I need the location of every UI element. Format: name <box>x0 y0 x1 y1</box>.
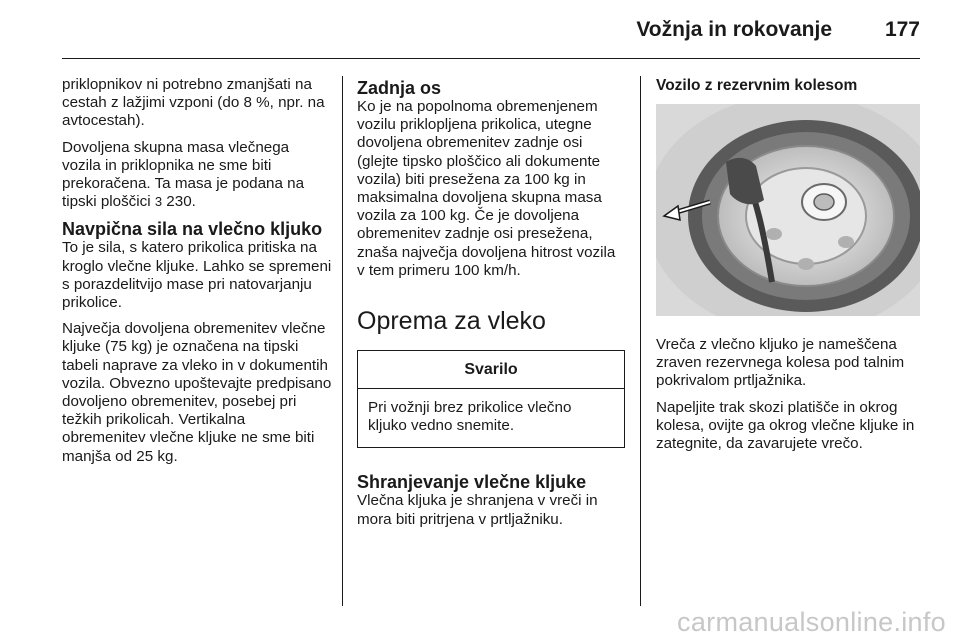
paragraph: Vlečna kljuka je shranjena v vreči in mora biti pritrjena v prtljažniku. <box>357 492 598 528</box>
paragraph: To je sila, s katero prikolica pritiska na kroglo vlečne kljuke. Lahko se spremeni s porazdelitvijo mase pri natovarjanju prikolice. <box>62 239 332 312</box>
page-number: 177 <box>884 18 920 41</box>
column-divider <box>640 76 641 606</box>
column-middle <box>357 76 625 537</box>
warning-title: Svarilo <box>358 351 624 389</box>
paragraph: Napeljite trak skozi platišče in okrog kolesa, ovijte ga okrog vlečne kljuke in zategnite, da zavarujete vrečo. <box>656 398 915 453</box>
heading-tongue-load: Navpična sila na vlečno kljuko <box>62 219 323 240</box>
paragraph: Ko je na popolnoma obremenjenem vozilu priklopljena prikolica, utegne dovoljena obremenitev zadnje osi (glejte tipsko ploščico ali dokumente vozila) biti presežena za 100 kg in maksimalna dovoljena skupna masa vozila za 100 kg. Če je dovoljena obremenitev zadnje osi presežena, znaša največja dovoljena hitrost vozila v tem primeru 100 km/h. <box>357 98 616 279</box>
paragraph: Največja dovoljena obremenitev vlečne kljuke (75 kg) je označena na tipski tabeli naprave za vleko in v dokumentih vozila. Obvezno upoštevajte predpisano dovoljeno obremenitev, posebej pri težkih prikolicah. Vertikalna obremenitev vlečne kljuke ne sme biti manjša od 25 kg. <box>62 320 332 465</box>
watermark: carmanualsonline.info <box>677 607 946 637</box>
chapter-title: Vožnja in rokovanje <box>636 18 832 41</box>
heading-rear-axle: Zadnja os <box>357 78 442 98</box>
page-reference[interactable]: 230. <box>162 193 196 211</box>
heading-storage: Shranjevanje vlečne kljuke <box>357 472 587 493</box>
column-left <box>62 76 332 474</box>
page-header <box>62 14 920 48</box>
column-divider <box>342 76 343 606</box>
heading-spare-wheel: Vozilo z rezervnim kolesom <box>656 77 858 94</box>
header-rule <box>62 58 920 59</box>
paragraph-text: Dovoljena skupna masa vlečnega vozila in priklopnika ne sme biti prekoračena. Ta masa je podana na tipski ploščici <box>62 138 305 211</box>
paragraph: priklopnikov ni potrebno zmanjšati na cestah z lažjimi vzponi (do 8 %, npr. na avtocestah). <box>62 76 325 130</box>
spare-wheel-illustration <box>656 104 920 316</box>
paragraph <box>62 139 332 212</box>
warning-text: Pri vožnji brez prikolice vlečno kljuko vedno snemite. <box>368 399 572 435</box>
column-right <box>656 76 922 461</box>
page-reference-icon[interactable]: 3 <box>154 194 163 210</box>
spare-wheel-drawing <box>656 104 920 316</box>
section-title: Oprema za vleko <box>357 307 546 336</box>
warning-box <box>357 350 625 448</box>
paragraph: Vreča z vlečno kljuko je nameščena zraven rezervnega kolesa pod talnim pokrivalom prtljažnika. <box>656 336 905 390</box>
